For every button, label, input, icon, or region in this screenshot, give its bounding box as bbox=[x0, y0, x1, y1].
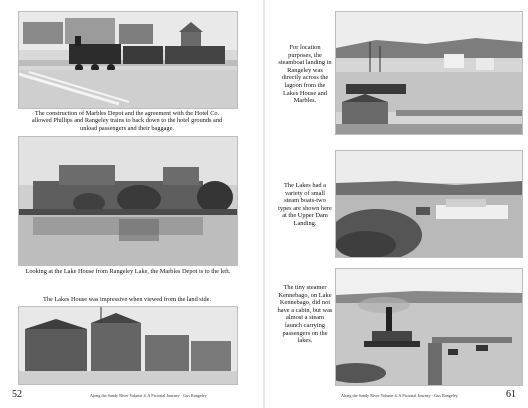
photo-land-side bbox=[18, 306, 238, 385]
photo-steamboat-landing bbox=[335, 11, 523, 135]
left-page bbox=[0, 0, 263, 408]
caption-kennebago: The tiny steamer Kennebago, on Lake Kennebago, did not have a cabin, but was almost a steam launch carrying passengers on the lakes. bbox=[277, 284, 333, 345]
caption-lake-house: Looking at the Lake House from Rangeley Lake, the Marbles Depot is to the left. bbox=[25, 268, 231, 275]
footer-left: Along the Sandy River Volume 4, A Pictorial Journey · Gus Rangeley bbox=[90, 393, 207, 398]
page-number-left: 52 bbox=[12, 389, 22, 400]
footer-right: Along the Sandy River Volume 4, A Pictorial Journey · Gus Rangeley bbox=[341, 393, 458, 398]
right-page bbox=[265, 0, 528, 408]
caption-landing: For location purposes, the steamboat landing in Rangeley was directly across the lagoon from the Lakes House and Marbles. bbox=[278, 44, 332, 105]
photo-upper-dam-landing bbox=[335, 150, 523, 258]
photo-lake-house bbox=[18, 136, 238, 266]
caption-depot: The construction of Marbles Depot and the agreement with the Hotel Co. allowed Phillips and Rangeley trains to back down to the hotel grounds and unload passengers and their baggage. bbox=[31, 110, 223, 132]
page-number-right: 61 bbox=[506, 389, 516, 400]
photo-train-at-depot bbox=[18, 11, 238, 109]
caption-land-side: The Lakes House was impressive when viewed from the land side. bbox=[42, 296, 212, 303]
photo-steamer-kennebago bbox=[335, 268, 523, 386]
caption-steam-boats: The Lakes had a variety of small steam boats-two types are shown here at the Upper Dam Landing. bbox=[278, 182, 332, 227]
